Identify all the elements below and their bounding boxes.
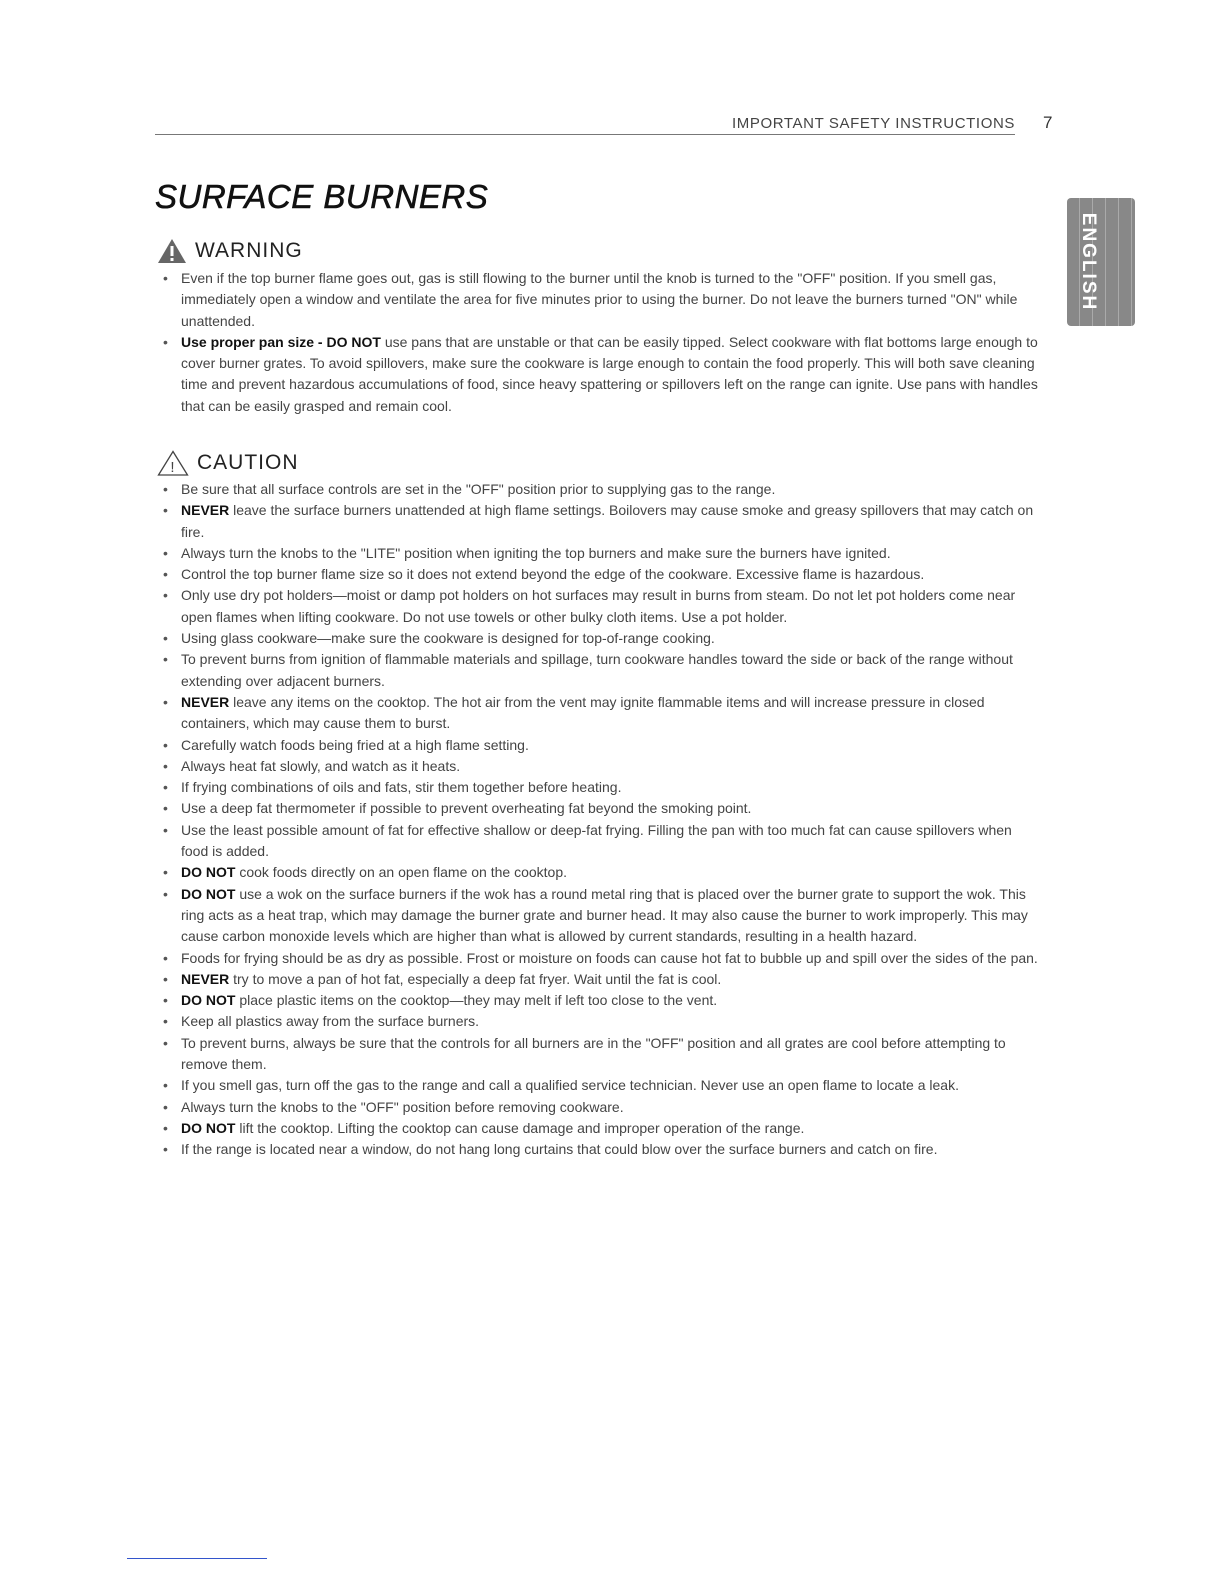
warning-label: WARNING (195, 239, 303, 262)
page-number: 7 (1043, 113, 1053, 132)
item-text: Only use dry pot holders—moist or damp pot holders on hot surfaces may result in burns from steam. Do not let pot holders come near open flames when lifting cookware. Do not use towels or other bulky cloth items. Use a pot holder. (181, 587, 1016, 625)
emphasis-text: DO NOT (181, 885, 236, 902)
list-item (163, 564, 1038, 585)
item-text: Keep all plastics away from the surface burners. (181, 1013, 480, 1030)
caution-heading (157, 450, 299, 476)
item-text: leave the surface burners unattended at high flame settings. Boilovers may cause smoke and greasy spillovers that may catch on fire. (181, 502, 1034, 540)
item-text: try to move a pan of hot fat, especially a deep fat fryer. Wait until the fat is cool. (229, 970, 722, 987)
list-item (163, 332, 1038, 417)
svg-text:!: ! (170, 459, 176, 476)
header-title: IMPORTANT SAFETY INSTRUCTIONS (732, 115, 1015, 132)
item-text: If you smell gas, turn off the gas to the range and call a qualified service technician. Never use an open flame to locate a leak. (181, 1077, 959, 1094)
item-text: cook foods directly on an open flame on the cooktop. (235, 864, 567, 881)
item-text: Carefully watch foods being fried at a high flame setting. (181, 736, 529, 753)
list-item (163, 1011, 1038, 1032)
list-item (163, 543, 1038, 564)
item-text: place plastic items on the cooktop—they may melt if left too close to the vent. (235, 992, 718, 1009)
warning-icon (157, 238, 187, 264)
list-item (163, 884, 1038, 948)
emphasis-text: DO NOT (181, 1119, 236, 1136)
emphasis-text: NEVER (181, 693, 230, 710)
caution-label: CAUTION (197, 451, 299, 474)
item-text: Always heat fat slowly, and watch as it heats. (181, 757, 461, 774)
emphasis-text: Use proper pan size - DO NOT (181, 333, 381, 350)
list-item (163, 948, 1038, 969)
list-item (163, 1097, 1038, 1118)
item-text: Foods for frying should be as dry as possible. Frost or moisture on foods can cause hot fat to bubble up and spill over the sides of the pan. (181, 949, 1038, 966)
list-item (163, 1118, 1038, 1139)
item-text: lift the cooktop. Lifting the cooktop can cause damage and improper operation of the range. (235, 1119, 805, 1136)
list-item (163, 585, 1038, 628)
language-tab (1067, 198, 1135, 326)
item-text: Using glass cookware—make sure the cookware is designed for top-of-range cooking. (181, 630, 715, 647)
page-title: SURFACE BURNERS (155, 178, 489, 215)
item-text: Use the least possible amount of fat for effective shallow or deep-fat frying. Filling the pan with too much fat can cause spillovers when food is added. (181, 821, 1012, 860)
list-item (163, 798, 1038, 819)
emphasis-text: DO NOT (181, 992, 236, 1009)
list-item (163, 628, 1038, 649)
item-text: Be sure that all surface controls are set in the "OFF" position prior to supplying gas to the range. (181, 481, 776, 497)
warning-heading (157, 238, 303, 264)
language-tab-label: ENGLISH (1078, 212, 1099, 312)
list-item (163, 990, 1038, 1011)
list-item (163, 1075, 1038, 1096)
page-header (155, 112, 1015, 135)
item-text: If frying combinations of oils and fats, stir them together before heating. (181, 779, 622, 796)
caution-icon (157, 450, 189, 476)
item-text: To prevent burns, always be sure that the controls for all burners are in the "OFF" position and all grates are cool before attempting to remove them. (181, 1034, 1006, 1073)
item-text: Use a deep fat thermometer if possible to prevent overheating fat beyond the smoking point. (181, 800, 752, 817)
list-item (163, 969, 1038, 990)
list-item (163, 1033, 1038, 1076)
item-text: Always turn the knobs to the "OFF" position before removing cookware. (181, 1098, 624, 1115)
item-text: Always turn the knobs to the "LITE" position when igniting the top burners and make sure the burners have ignited. (181, 544, 891, 561)
list-item (163, 500, 1038, 543)
list-item (163, 862, 1038, 883)
emphasis-text: NEVER (181, 970, 230, 987)
footer-divider (127, 1558, 267, 1559)
item-text: use pans that are unstable or that can be easily tipped. Select cookware with flat bottoms large enough to cover burner grates. To avoid spillovers, make sure the cookware is large enough to contain the food properly. This will both save cleaning time and prevent hazardous accumulations of food, since heavy spattering or spillovers left on the range can ignite. Use pans with handles that can be easily grasped and remain cool. (181, 333, 1038, 414)
item-text: leave any items on the cooktop. The hot air from the vent may ignite flammable items and will increase pressure in closed containers, which may cause them to burst. (181, 693, 985, 732)
list-item (163, 820, 1038, 863)
warning-list (163, 268, 1038, 417)
list-item (163, 1139, 1038, 1160)
item-text: Control the top burner flame size so it does not extend beyond the edge of the cookware. Excessive flame is hazardous. (181, 566, 925, 583)
list-item (163, 735, 1038, 756)
list-item (163, 756, 1038, 777)
emphasis-text: NEVER (181, 502, 230, 519)
item-text: use a wok on the surface burners if the wok has a round metal ring that is placed over the burner grate to support the wok. This ring acts as a heat trap, which may damage the burner grate and burner head. It may also cause the burner to work improperly. This may cause carbon monoxide levels which are higher than what is allowed by current standards, resulting in a health hazard. (181, 885, 1028, 945)
item-text: If the range is located near a window, do not hang long curtains that could blow over the surface burners and catch on fire. (181, 1141, 938, 1158)
emphasis-text: DO NOT (181, 864, 236, 881)
list-item (163, 692, 1038, 735)
list-item (163, 777, 1038, 798)
item-text: To prevent burns from ignition of flammable materials and spillage, turn cookware handles toward the side or back of the range without extending over adjacent burners. (181, 651, 1013, 689)
caution-list (163, 479, 1038, 1161)
list-item (163, 268, 1038, 332)
list-item (163, 649, 1038, 692)
list-item (163, 479, 1038, 500)
item-text: Even if the top burner flame goes out, gas is still flowing to the burner until the knob is turned to the "OFF" position. If you smell gas, immediately open a window and ventilate the area for five minutes prior to using the burner. Do not leave the burners turned "ON" while unattended. (181, 270, 1018, 329)
